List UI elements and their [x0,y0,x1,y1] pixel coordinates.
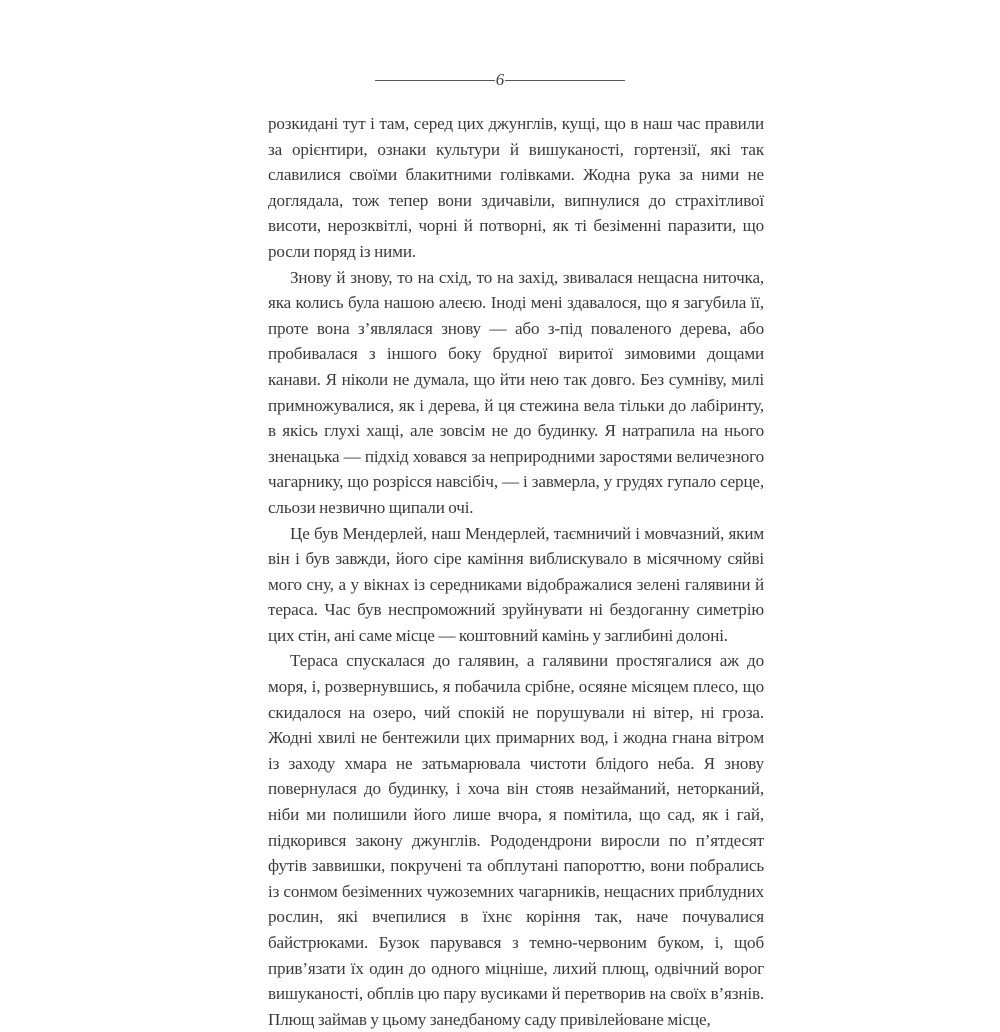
body-text [268,111,764,1032]
paragraph: розкидані тут і там, серед цих джунглів, кущі, що в наш час правили за орієнтири, ознаки культури й вишуканості, гортензії, які так славилися своїми блакитними голівками. Жодна рука за ними не доглядала, тож тепер вони здичавіли, випнулися до страхітливої висоти, нерозквітлі, чорні й потворні, як ті безіменні паразити, що росли поряд із ними. [268,114,764,261]
paragraph: Це був Мендерлей, наш Мендерлей, таємничий і мовчазний, яким він і був завжди, його сіре каміння виблискувало в місячному сяйві мого сну, а у вікнах із середниками відображалися зелені галявини й тераса. Час був неспроможний зруйнувати ні бездоганну симетрію цих стін, ані саме місце — коштовний камінь у заглибині долоні. [268,523,764,645]
paragraph: Знову й знову, то на схід, то на захід, звивалася нещасна ниточка, яка колись була нашою алеєю. Іноді мені здавалося, що я загубила її, проте вона з’являлася знову — або з-під поваленого дерева, або пробивалася з іншого боку брудної виритої зимовими дощами канави. Я ніколи не думала, що йти нею так довго. Без сумніву, милі примножувалися, як і дерева, й ця стежина вела тільки до лабіринту, в якісь глухі хащі, але зовсім не до будинку. Я натрапила на нього зненацька — підхід ховався за неприродними заростями величезного чагарнику, що розрісся навсібіч, — і завмерла, у грудях гупало серце, сльози незвично щипали очі. [268,267,764,517]
running-header [0,68,1000,92]
page-number: 6 [495,70,505,89]
header-rule-right [505,80,625,81]
header-rule-left [375,80,495,81]
paragraph: Тераса спускалася до галявин, а галявини простягалися аж до моря, і, розвернувшись, я побачила срібне, осяяне місяцем плесо, що скидалося на озеро, чий спокій не порушували ні вітер, ні гроза. Жодні хвилі не бентежили цих примарних вод, і жодна гнана вітром із заходу хмара не затьмарювала чистоти блідого неба. Я знову повернулася до будинку, і хоча він стояв незайманий, неторканий, ніби ми полишили його лише вчора, я помітила, що сад, як і гай, підкорився закону джунглів. Рододендрони виросли по п’ятдесят футів заввишки, покручені та обплутані папороттю, вони побрались із сонмом безіменних чужоземних чагарників, нещасних приблудних рослин, які вчепилися в їхнє коріння так, наче почувалися байстрюками. Бузок парувався з темно-червоним буком, і, щоб прив’язати їх один до одного міцніше, лихий плющ, одвічний ворог вишуканості, обплів цю пару вусиками й перетворив на своїх в’язнів. Плющ займав у цьому занедбаному саду привілейоване місце, [268,651,764,1029]
